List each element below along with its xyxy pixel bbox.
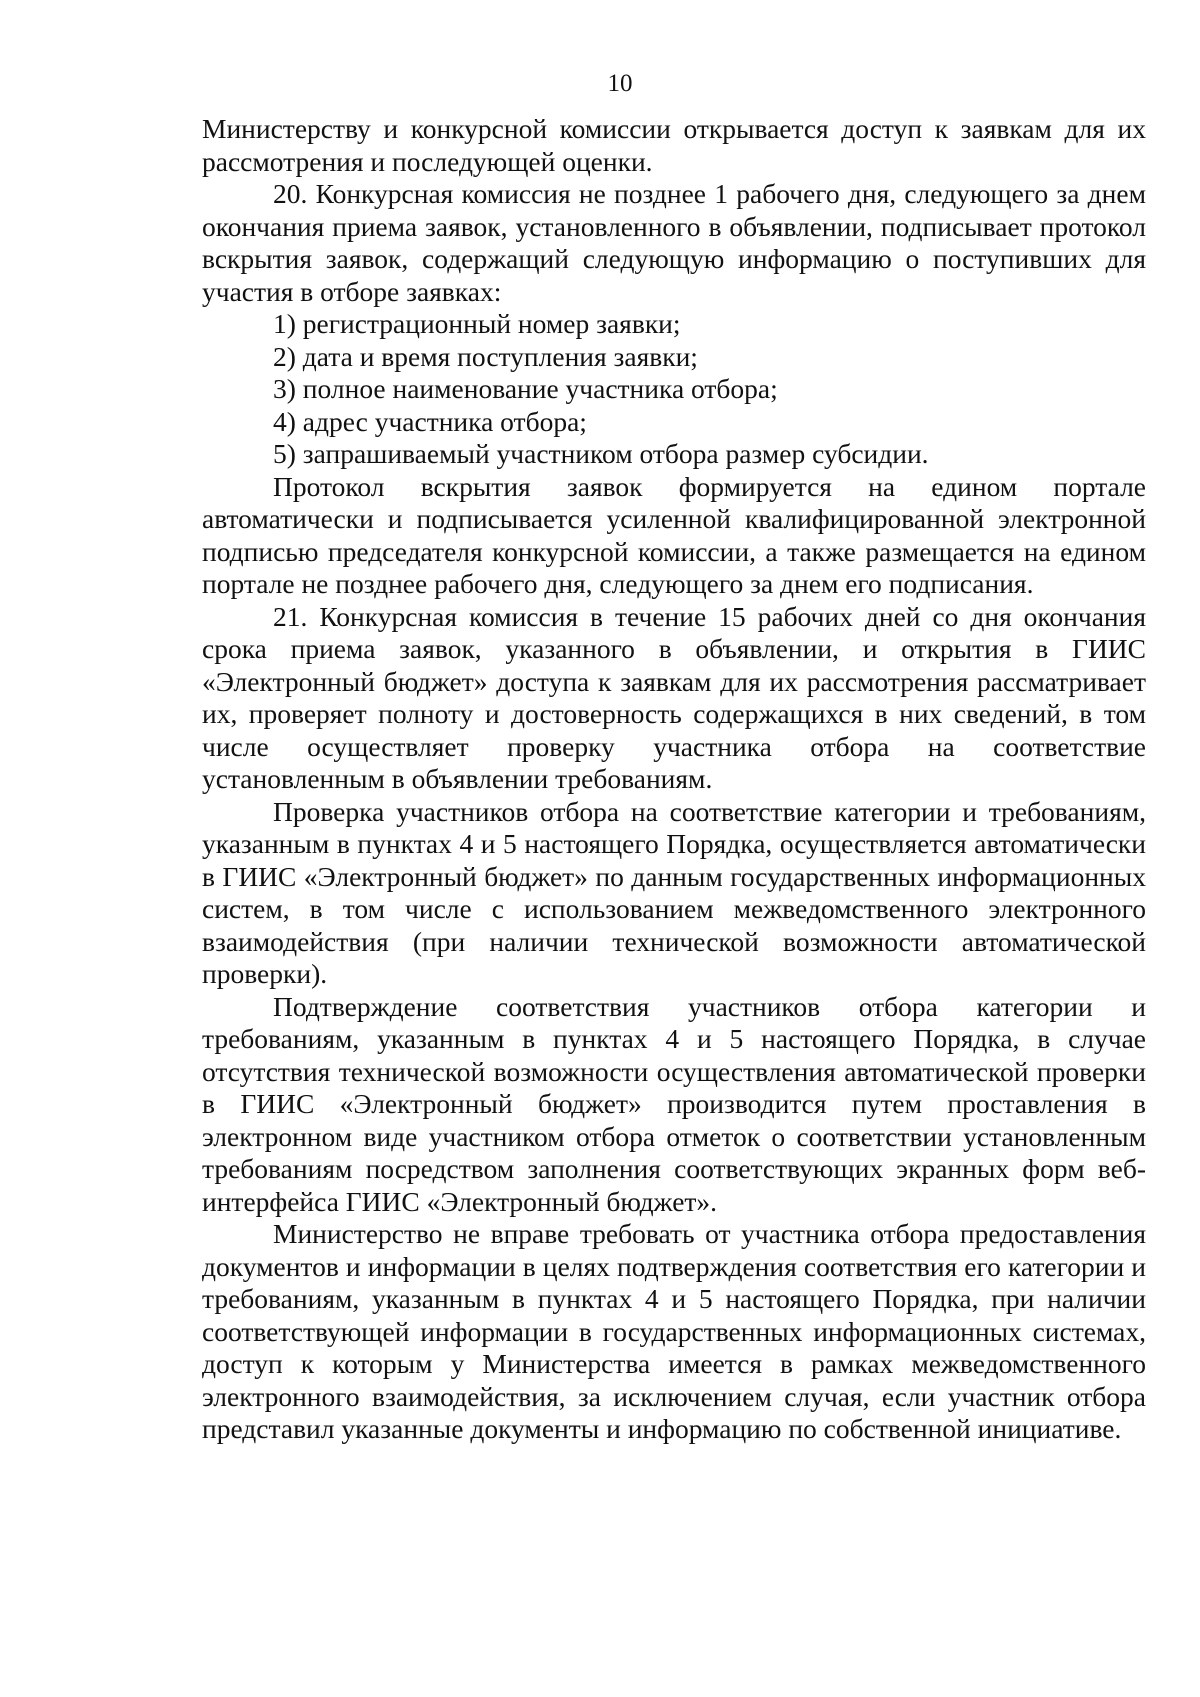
page-number: 10 [607,70,633,97]
paragraph-item-21: 21. Конкурсная комиссия в течение 15 рабочих дней со дня окончания срока приема заявок, указанного в объявлении, и открытия в ГИИС «Электронный бюджет» доступа к заявкам для их рассмотрения рассматривает их, проверяет полноту и достоверность содержащихся в них сведений, в том числе осуществляет проверку участника отбора на соответствие установленным в объявлении требованиям. [202,600,1146,794]
document-body [202,113,1146,1446]
list-item-date-time: 2) дата и время поступления заявки; [273,340,698,372]
paragraph-confirmation: Подтверждение соответствия участников отбора категории и требованиям, указанным в пунктах 4 и 5 настоящего Порядка, в случае отсутствия технической возможности осуществления автоматической проверки в ГИИС «Электронный бюджет» производится путем проставления в электронном виде участником отбора отметок о соответствии установленным требованиям посредством заполнения соответствующих экранных форм веб-интерфейса ГИИС «Электронный бюджет». [202,990,1146,1217]
paragraph-continuation: Министерству и конкурсной комиссии открывается доступ к заявкам для их рассмотрения и последующей оценки. [202,113,1146,177]
list-item-participant-address: 4) адрес участника отбора; [273,405,587,437]
paragraph-protocol: Протокол вскрытия заявок формируется на едином портале автоматически и подписывается усиленной квалифицированной электронной подписью председателя конкурсной комиссии, а также размещается на едином портале не позднее рабочего дня, следующего за днем его подписания. [202,470,1146,599]
paragraph-item-20: 20. Конкурсная комиссия не позднее 1 рабочего дня, следующего за днем окончания приема заявок, установленного в объявлении, подписывает протокол вскрытия заявок, содержащий следующую информацию о поступивших для участия в отборе заявках: [202,178,1146,307]
list-item-participant-name: 3) полное наименование участника отбора; [273,373,778,404]
list-item-registration-number: 1) регистрационный номер заявки; [273,308,681,339]
paragraph-automatic-check: Проверка участников отбора на соответствие категории и требованиям, указанным в пунктах 4 и 5 настоящего Порядка, осуществляется автоматически в ГИИС «Электронный бюджет» по данным государственных информационных систем, в том числе с использованием межведомственного электронного взаимодействия (при наличии технической возможности автоматической проверки). [202,795,1146,989]
paragraph-ministry-restriction: Министерство не вправе требовать от участника отбора предоставления документов и информации в целях подтверждения соответствия его категории и требованиям, указанным в пунктах 4 и 5 настоящего Порядка, при наличии соответствующей информации в государственных информационных системах, доступ к которым у Министерства имеется в рамках межведомственного электронного взаимодействия, за исключением случая, если участник отбора представил указанные документы и информацию по собственной инициативе. [202,1218,1146,1444]
list-item-subsidy-amount: 5) запрашиваемый участником отбора размер субсидии. [273,438,929,469]
